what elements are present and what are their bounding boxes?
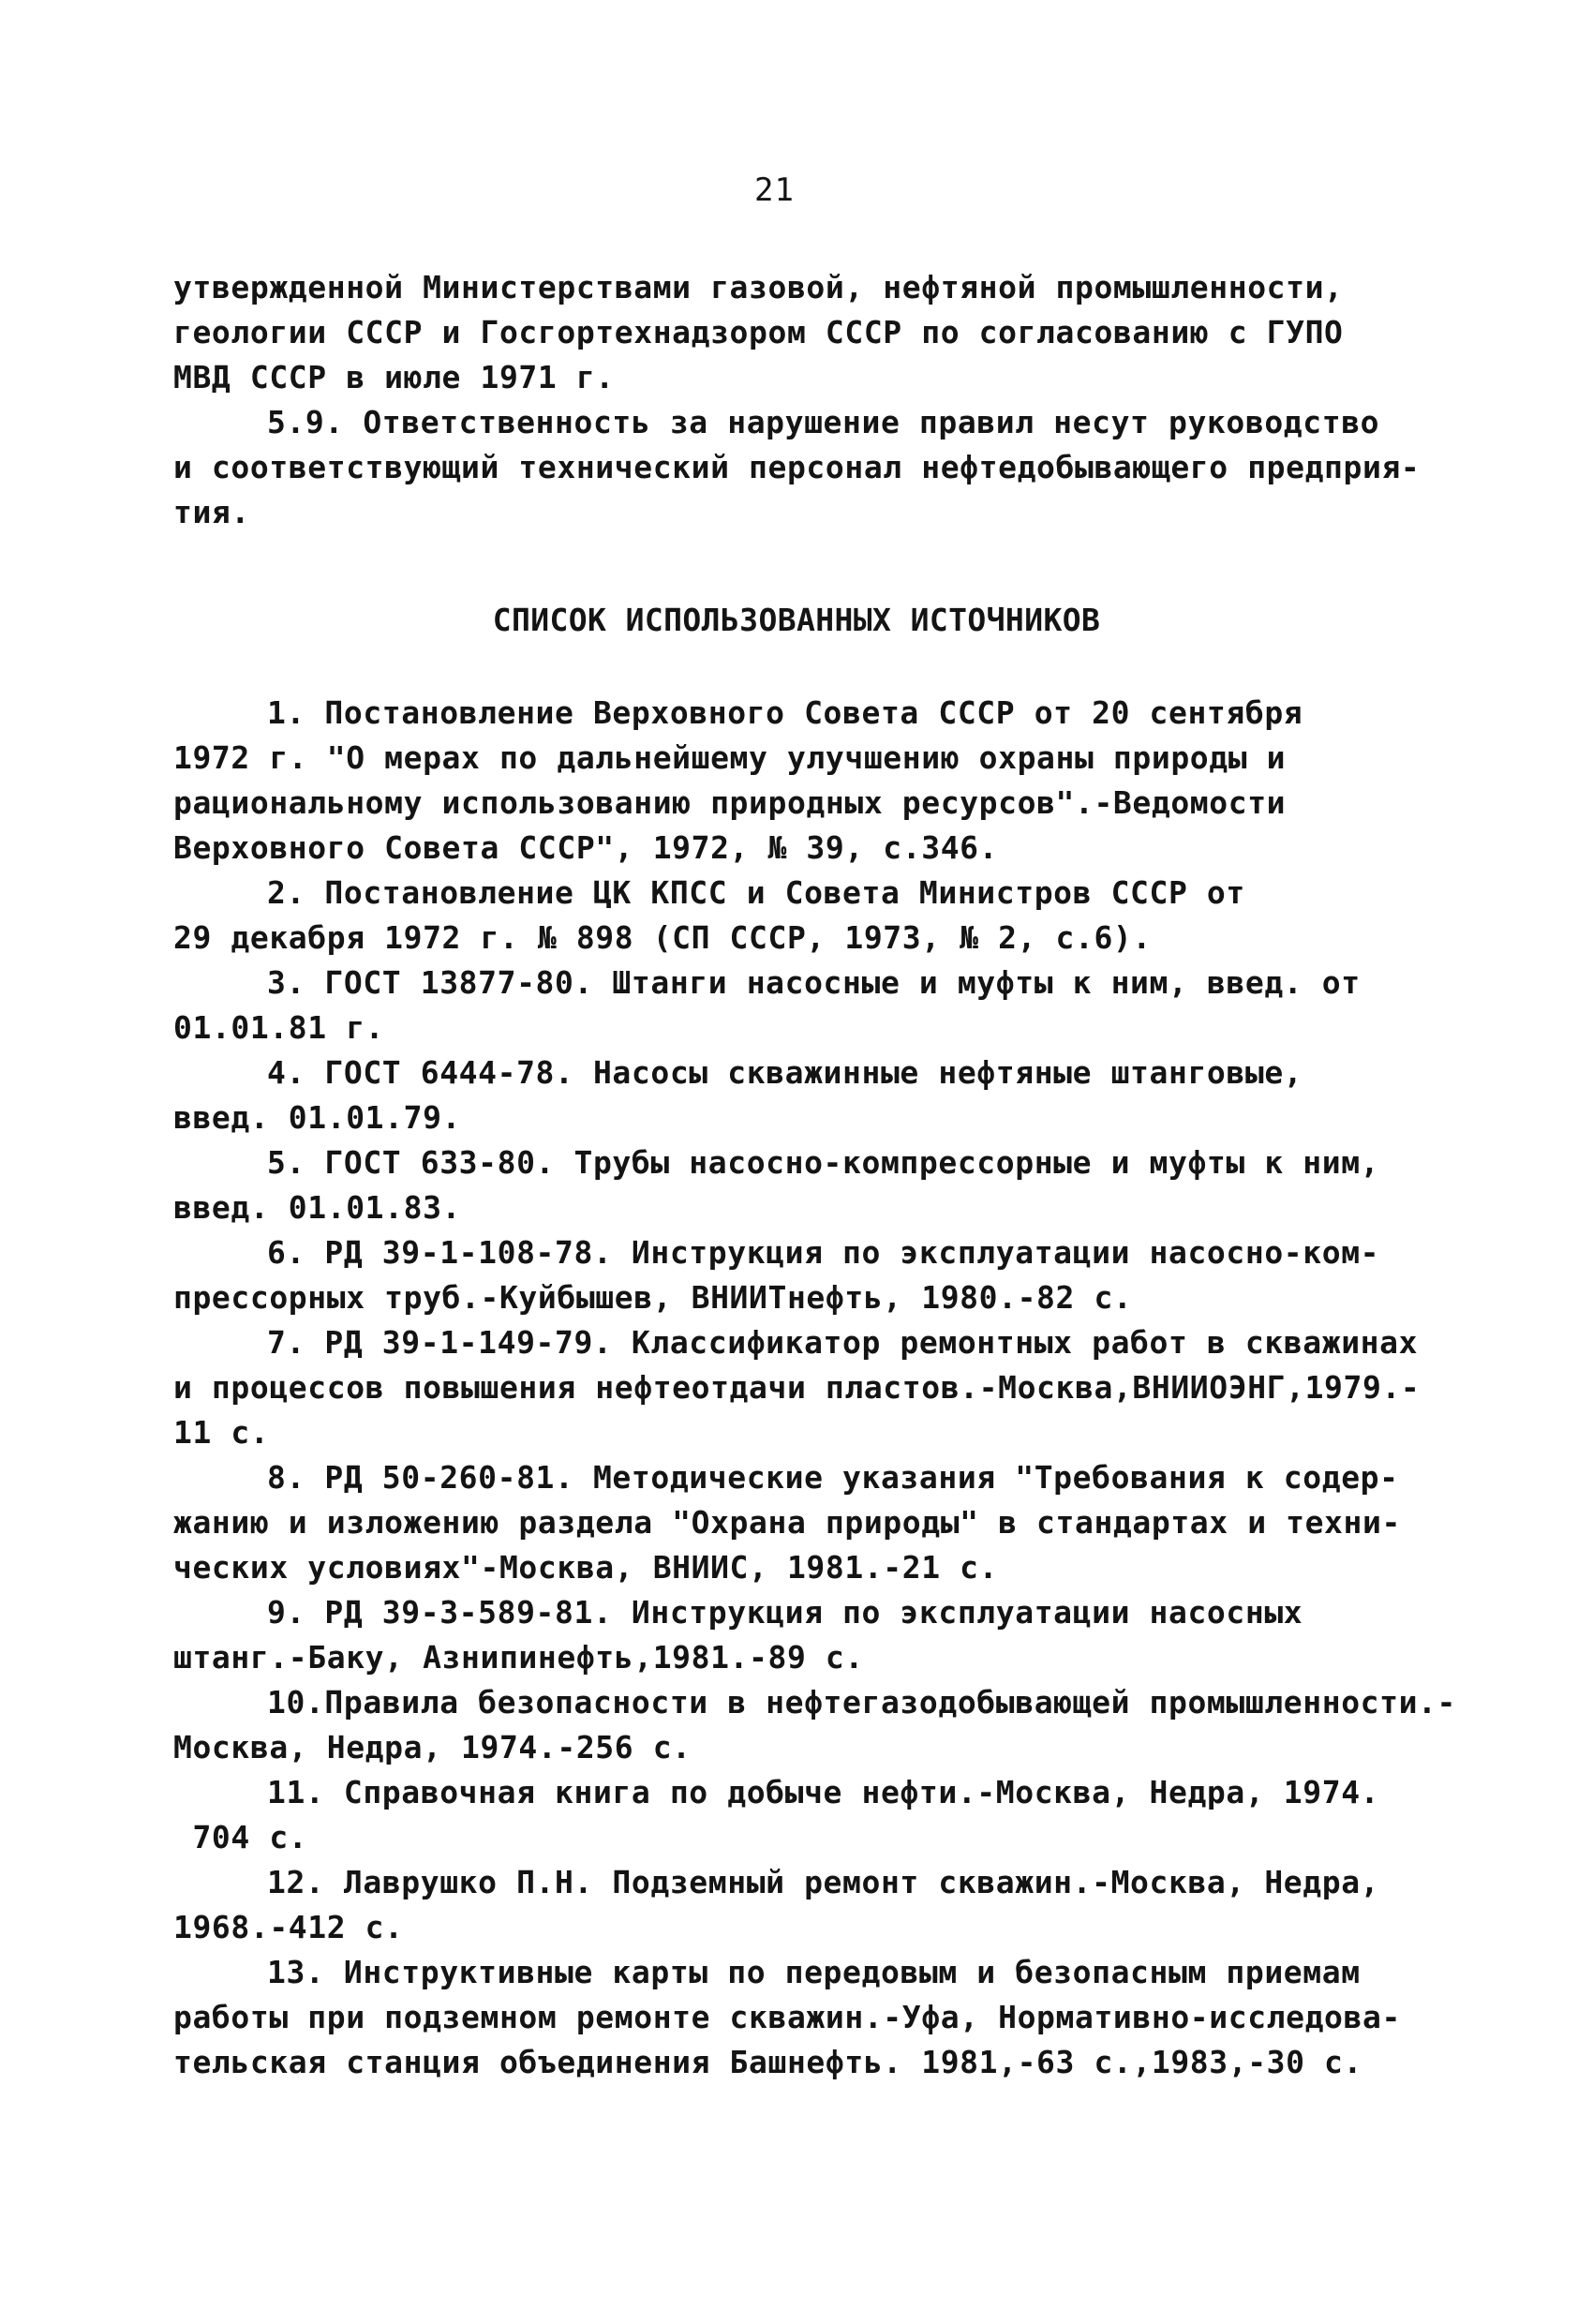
reference-line: тельская станция объединения Башнефть. 1981,-63 с.,1983,-30 с. [173, 2044, 1362, 2080]
reference-line: 12. Лаврушко П.Н. Подземный ремонт скважин.-Москва, Недра, [267, 1864, 1380, 1900]
reference-line: 2. Постановление ЦК КПСС и Совета Министров СССР от [267, 874, 1245, 911]
reference-line: 11 с. [173, 1414, 270, 1451]
reference-line: жанию и изложению раздела "Охрана природы" в стандартах и техни- [173, 1504, 1401, 1541]
reference-line: 29 декабря 1972 г. № 898 (СП СССР, 1973, № 2, с.6). [173, 919, 1152, 956]
reference-line: рациональному использованию природных ресурсов".-Ведомости [173, 784, 1287, 821]
section-heading: СПИСОК ИСПОЛЬЗОВАННЫХ ИСТОЧНИКОВ [492, 602, 1101, 638]
reference-line: 01.01.81 г. [173, 1009, 385, 1046]
reference-line: 6. РД 39-1-108-78. Инструкция по эксплуатации насосно-ком- [267, 1234, 1380, 1271]
reference-line: 13. Инструктивные карты по передовым и безопасным приемам [267, 1954, 1361, 1990]
reference-line: 1. Постановление Верховного Совета СССР от 20 сентября [267, 694, 1303, 731]
reference-line: 1968.-412 с. [173, 1909, 404, 1945]
reference-item [173, 1320, 1420, 1455]
reference-line: 10.Правила безопасности в нефтегазодобывающей промышленности.- [267, 1684, 1456, 1721]
reference-line: Верховного Совета СССР", 1972, № 39, с.346. [173, 829, 999, 866]
intro-line: утвержденной Министерствами газовой, нефтяной промышленности, [173, 269, 1344, 305]
intro-line: тия. [173, 494, 250, 530]
reference-item [173, 1770, 1420, 1860]
reference-line: введ. 01.01.83. [173, 1189, 462, 1226]
page-number: 21 [754, 171, 795, 209]
reference-line: 704 с. [173, 1819, 308, 1855]
reference-line: 11. Справочная книга по добыче нефти.-Москва, Недра, 1974. [267, 1774, 1380, 1810]
reference-line: 7. РД 39-1-149-79. Классификатор ремонтных работ в скважинах [267, 1324, 1419, 1361]
intro-line: 5.9. Ответственность за нарушение правил несут руководство [267, 404, 1380, 440]
reference-line: штанг.-Баку, Азнипинефть,1981.-89 с. [173, 1639, 864, 1676]
reference-item [173, 871, 1420, 961]
reference-line: прессорных труб.-Куйбышев, ВНИИТнефть, 1980.-82 с. [173, 1279, 1133, 1316]
reference-line: 9. РД 39-3-589-81. Инструкция по эксплуатации насосных [267, 1594, 1303, 1631]
reference-line: 5. ГОСТ 633-80. Трубы насосно-компрессорные и муфты к ним, [267, 1144, 1380, 1181]
reference-item [173, 1050, 1420, 1140]
intro-paragraphs [173, 265, 1420, 535]
reference-item [173, 1455, 1420, 1590]
reference-line: 3. ГОСТ 13877-80. Штанги насосные и муфты к ним, введ. от [267, 964, 1361, 1001]
reference-item [173, 1140, 1420, 1230]
reference-line: работы при подземном ремонте скважин.-Уфа, Нормативно-исследова- [173, 1999, 1401, 2035]
reference-item [173, 1230, 1420, 1320]
reference-line: 8. РД 50-260-81. Методические указания "Требования к содер- [267, 1459, 1399, 1496]
reference-line: 1972 г. "О мерах по дальнейшему улучшению охраны природы и [173, 739, 1287, 776]
reference-line: введ. 01.01.79. [173, 1099, 462, 1136]
reference-item [173, 1860, 1420, 1950]
reference-list [173, 691, 1456, 2085]
reference-line: ческих условиях"-Москва, ВНИИС, 1981.-21 с. [173, 1549, 999, 1586]
reference-item [173, 1590, 1420, 1680]
intro-line: и соответствующий технический персонал нефтедобывающего предприя- [173, 449, 1421, 485]
reference-item [173, 961, 1420, 1050]
reference-item [173, 691, 1420, 871]
reference-line: Москва, Недра, 1974.-256 с. [173, 1729, 692, 1765]
reference-item [173, 1680, 1456, 1770]
reference-item [173, 1950, 1420, 2085]
reference-line: 4. ГОСТ 6444-78. Насосы скважинные нефтяные штанговые, [267, 1054, 1303, 1091]
reference-line: и процессов повышения нефтеотдачи пластов.-Москва,ВНИИОЭНГ,1979.- [173, 1369, 1421, 1406]
intro-line: геологии СССР и Госгортехнадзором СССР по согласованию с ГУПО [173, 314, 1344, 350]
intro-line: МВД СССР в июле 1971 г. [173, 359, 615, 395]
